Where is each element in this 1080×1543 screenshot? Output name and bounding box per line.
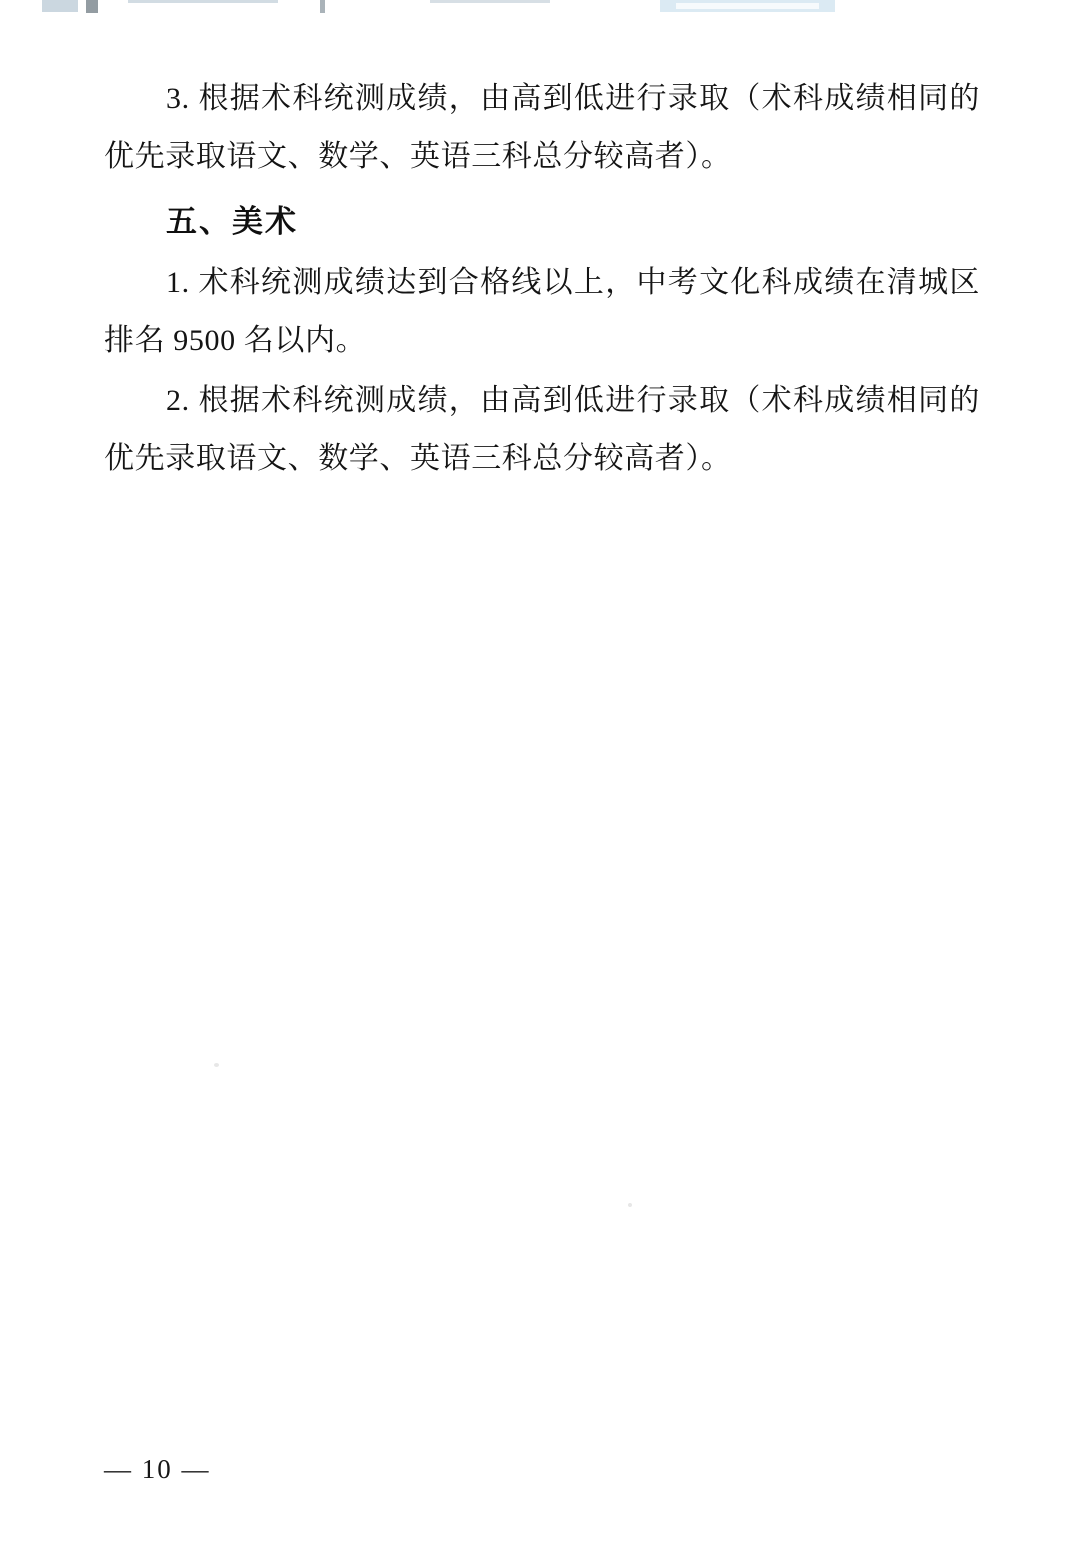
blank-page-area xyxy=(104,490,980,1420)
paragraph-item-2: 2. 根据术科统测成绩，由高到低进行录取（术科成绩相同的优先录取语文、数学、英语三科总分较高者）。 xyxy=(104,384,980,475)
section-heading-fine-arts: 五、美术 xyxy=(166,204,298,239)
page-number: — 10 — xyxy=(104,1454,211,1484)
paragraph-item-3: 3. 根据术科统测成绩，由高到低进行录取（术科成绩相同的优先录取语文、数学、英语三科总分较高者）。 xyxy=(104,82,980,173)
paragraph-item-1: 1. 术科统测成绩达到合格线以上，中考文化科成绩在清城区排名 9500 名以内。 xyxy=(104,266,980,357)
scan-speck xyxy=(214,1063,219,1067)
scan-speck xyxy=(628,1203,632,1207)
